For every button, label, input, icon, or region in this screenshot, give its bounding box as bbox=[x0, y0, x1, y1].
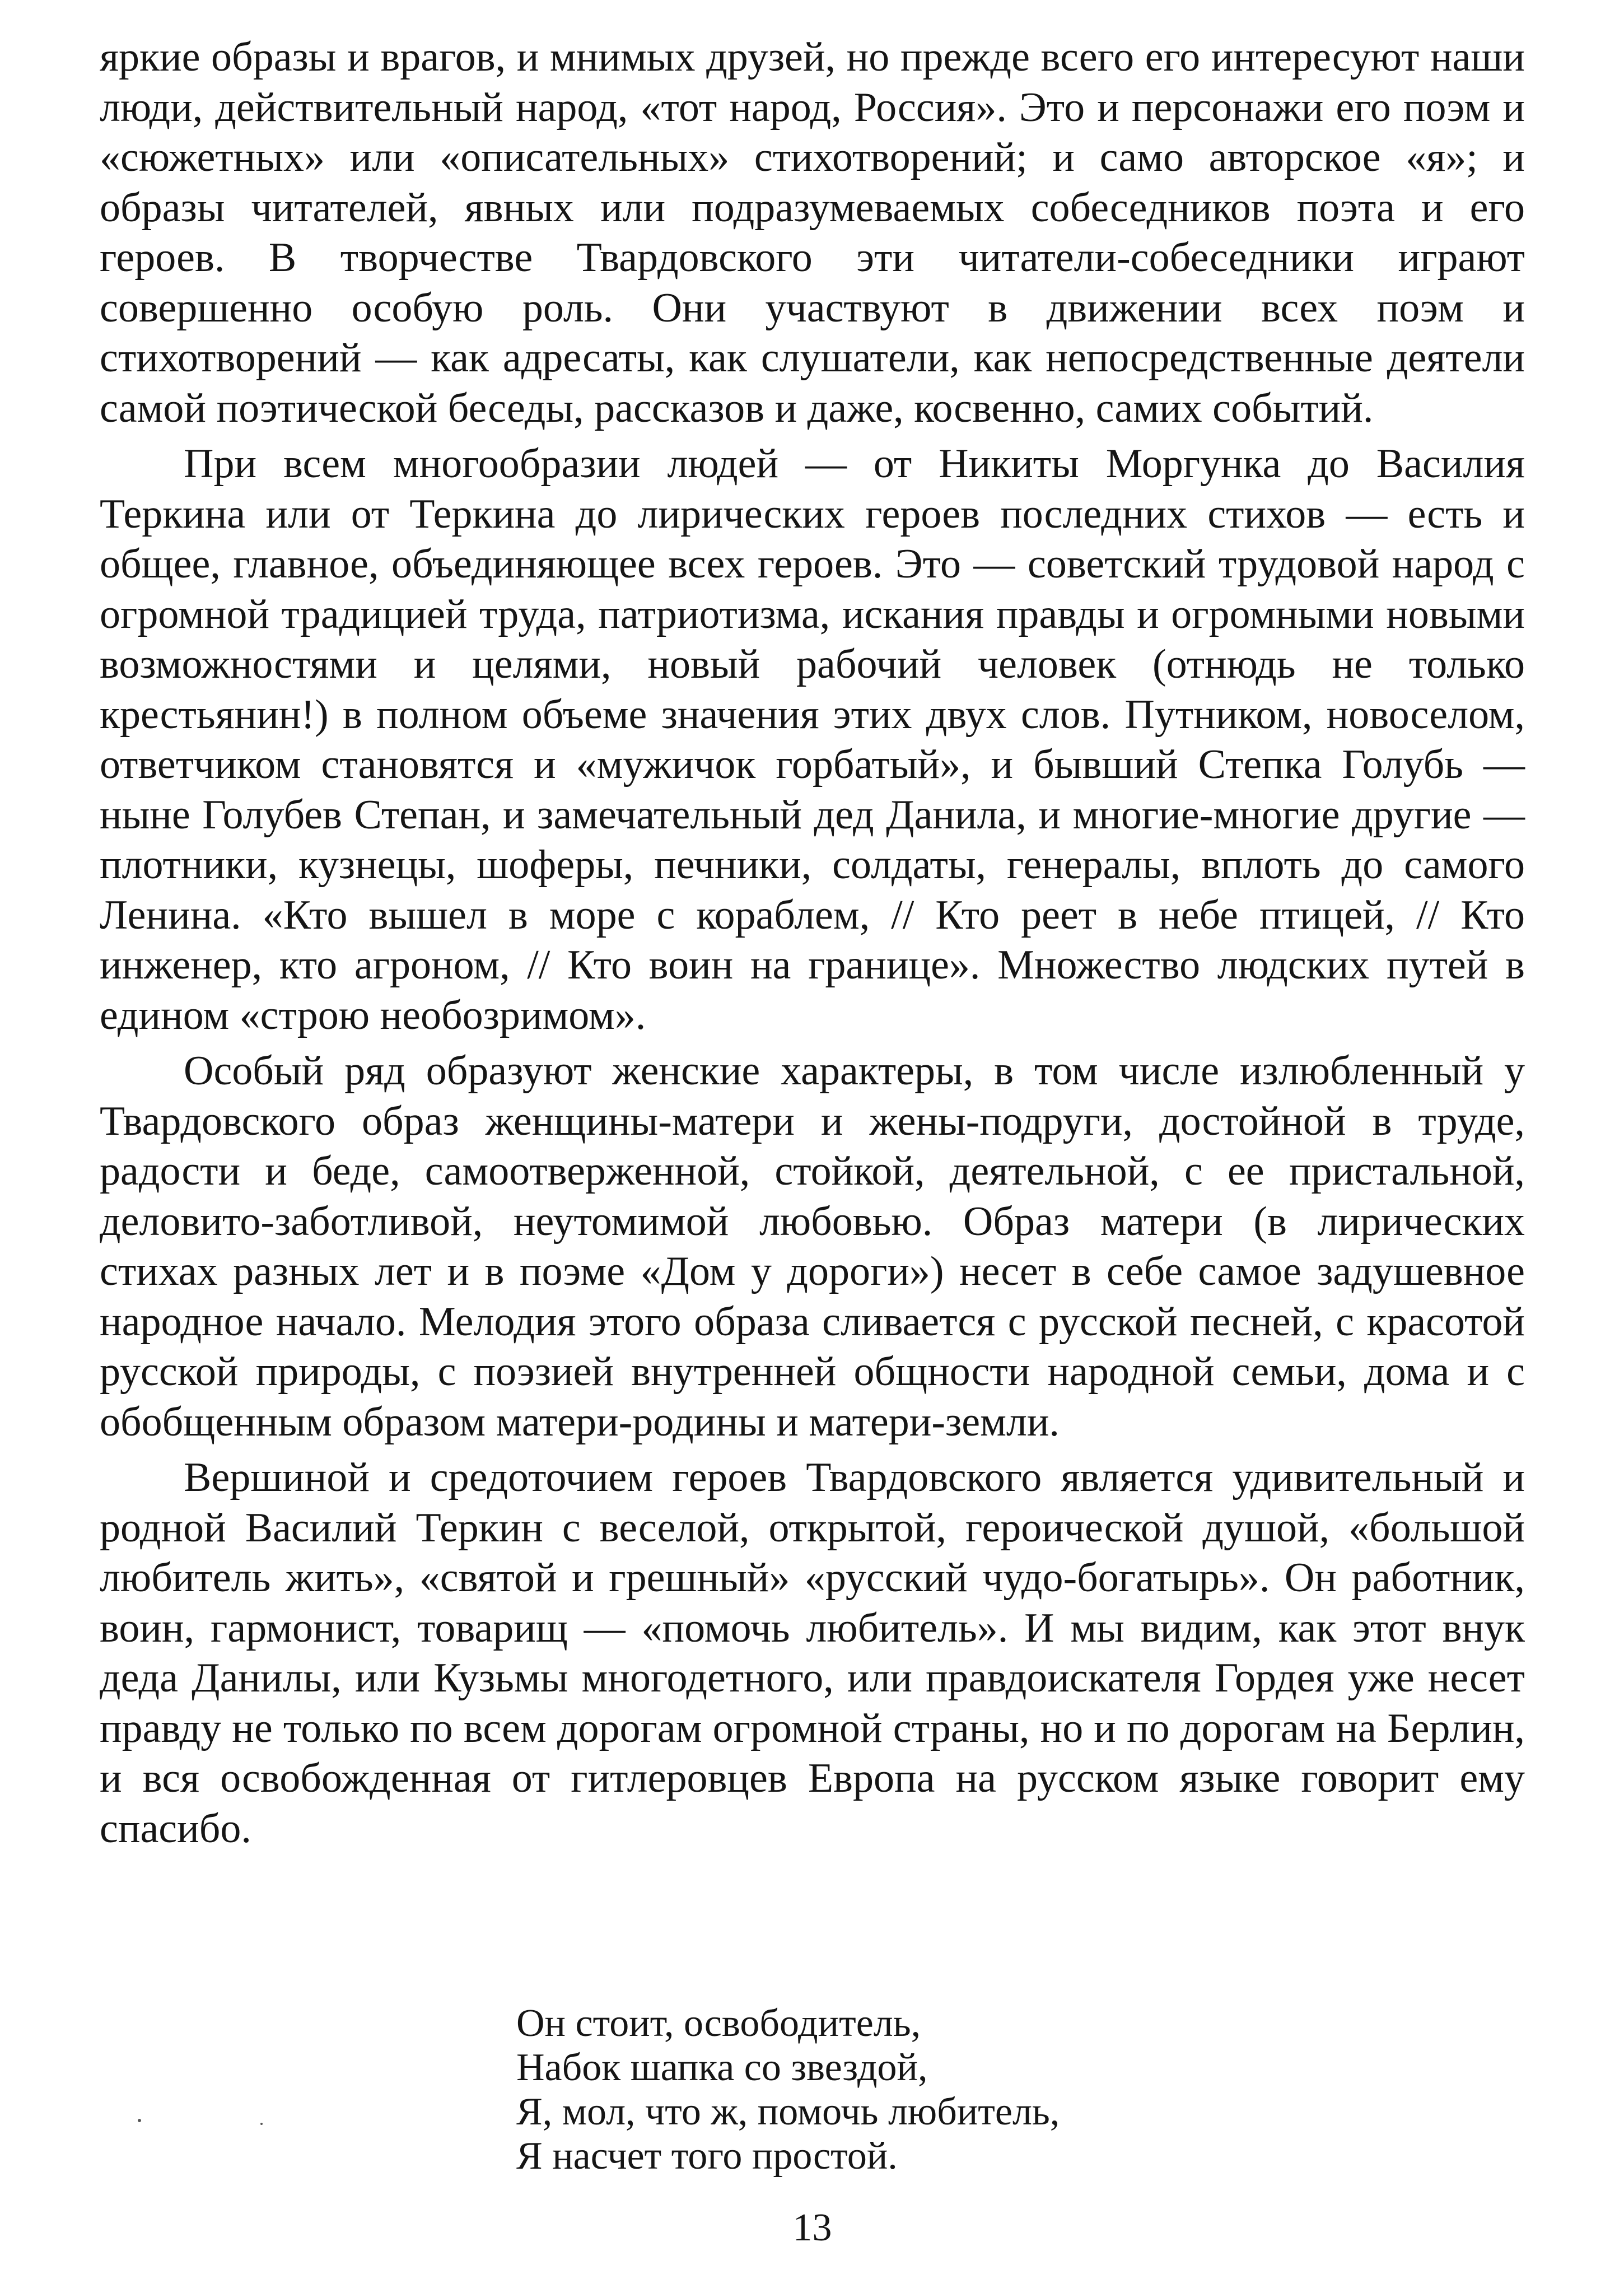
verse-line-3: Я, мол, что ж, помочь любитель, bbox=[516, 2090, 1060, 2133]
verse-quote bbox=[516, 2001, 1060, 2178]
book-page bbox=[100, 32, 1525, 2250]
page-number: 13 bbox=[792, 2206, 832, 2249]
verse-line-4: Я насчет того простой. bbox=[516, 2134, 898, 2178]
verse-line-2: Набок шапка со звездой, bbox=[516, 2046, 928, 2089]
verse-line-1: Он стоит, освободитель, bbox=[516, 2002, 921, 2045]
paragraph-1: яркие образы и врагов, и мнимых друзей, но прежде всего его интересуют наши люди, действительный народ, «тот народ, Россия». Это и персонажи его поэм и «сюжетных» или «описательных» стихотворений; и само авторское «я»; и образы читателей, явных или подразумеваемых собеседников поэта и его героев. В творчестве Твардовского эти читатели-собеседники играют совершенно особую роль. Они участвуют в движении всех поэм и стихотворений — как адресаты, как слушатели, как непосредственные деятели самой поэтической беседы, рассказов и даже, косвенно, самих событий. bbox=[100, 34, 1525, 431]
paragraph-2: При всем многообразии людей — от Никиты Моргунка до Василия Теркина или от Теркина до лирических героев последних стихов — есть и общее, главное, объединяющее всех героев. Это — советский трудовой народ с огромной традицией труда, патриотизма, искания правды и огромными новыми возможностями и целями, новый рабочий человек (отнюдь не только крестьянин!) в полном объеме значения этих двух слов. Путником, новоселом, ответчиком становятся и «мужичок горбатый», и бывший Степка Голубь — ныне Голубев Степан, и замечательный дед Данила, и многие-многие другие — плотники, кузнецы, шоферы, печники, солдаты, генералы, вплоть до самого Ленина. «Кто вышел в море с кораблем, // Кто реет в небе птицей, // Кто инженер, кто агроном, // Кто воин на границе». Множество людских путей в едином «строю необозримом». bbox=[100, 441, 1525, 1038]
scan-speck bbox=[138, 2119, 141, 2122]
scan-speck bbox=[260, 2123, 263, 2125]
paragraph-3: Особый ряд образуют женские характеры, в том числе излюбленный у Твардовского образ женщины-матери и жены-подруги, достойной в труде, радости и беде, самоотверженной, стойкой, деятельной, с ее пристальной, деловито-заботливой, неутомимой любовью. Образ матери (в лирических стихах разных лет и в поэме «Дом у дороги») несет в себе самое задушевное народное начало. Мелодия этого образа сливается с русской песней, с красотой русской природы, с поэзией внутренней общности народной семьи, дома и с обобщенным образом матери-родины и матери-земли. bbox=[100, 1048, 1525, 1445]
paragraph-4: Вершиной и средоточием героев Твардовского является удивительный и родной Василий Теркин с веселой, открытой, героической душой, «большой любитель жить», «святой и грешный» «русский чудо-богатырь». Он работник, воин, гармонист, товарищ — «помочь любитель». И мы видим, как этот внук деда Данилы, или Кузьмы многодетного, или правдоискателя Гордея уже несет правду не только по всем дорогам огромной страны, но и по дорогам на Берлин, и вся освобожденная от гитлеровцев Европа на русском языке говорит ему спасибо. bbox=[100, 1455, 1525, 1852]
